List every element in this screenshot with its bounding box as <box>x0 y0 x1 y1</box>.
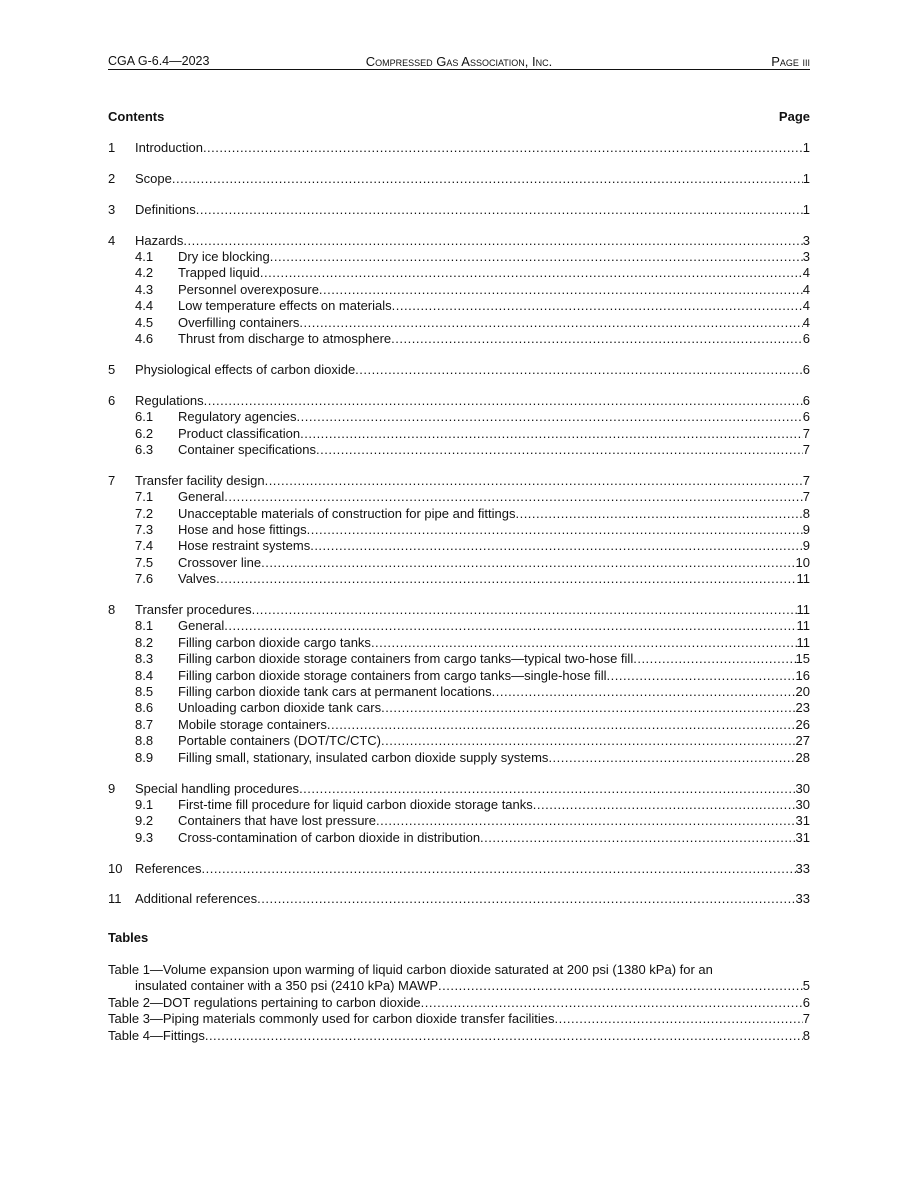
toc-subentry-title: General <box>178 489 225 505</box>
dot-leader <box>633 651 795 667</box>
toc-subentry[interactable] <box>108 282 810 298</box>
toc-entry-page: 1 <box>802 201 810 217</box>
table-entry-title-part1: Table 1—Volume expansion upon warming of liquid carbon dioxide saturated at 200 psi (1380 kPa) for an <box>108 962 713 977</box>
toc-subentry[interactable] <box>108 522 810 538</box>
toc-subentry-title: First-time fill procedure for liquid carbon dioxide storage tanks <box>178 796 533 812</box>
dot-leader <box>310 538 803 554</box>
toc-subentry-number: 4.6 <box>135 331 154 347</box>
toc-subentry-title: Crossover line <box>178 554 262 570</box>
toc-subentry-number: 8.5 <box>135 684 154 700</box>
toc-subentry-title: Personnel overexposure <box>178 281 319 297</box>
toc-subentry-page: 27 <box>795 733 810 749</box>
toc-subentry-title: Unloading carbon dioxide tank cars <box>178 700 382 716</box>
contents-heading <box>108 109 810 124</box>
header-doc-id: CGA G-6.4—2023 <box>108 54 210 68</box>
dot-leader <box>196 202 803 218</box>
toc-subentry[interactable] <box>108 315 810 331</box>
table-entry-page: 6 <box>802 994 810 1010</box>
toc-subentry[interactable] <box>108 813 810 829</box>
dot-leader <box>224 618 796 634</box>
dot-leader <box>376 813 796 829</box>
toc-section <box>108 171 810 187</box>
table-entry-page: 7 <box>802 1011 810 1027</box>
toc-entry-title: Transfer facility design <box>135 472 265 488</box>
dot-leader <box>265 473 803 489</box>
toc-subentry-title: Regulatory agencies <box>178 409 297 425</box>
table-entry-line[interactable] <box>108 962 810 978</box>
dot-leader <box>183 233 802 249</box>
dot-leader <box>480 830 795 846</box>
toc-subentry-number: 7.6 <box>135 571 154 587</box>
toc-entry[interactable] <box>108 140 810 156</box>
toc-subentry[interactable] <box>108 555 810 571</box>
toc-entry[interactable] <box>108 781 810 797</box>
toc-entry[interactable] <box>108 202 810 218</box>
toc-section <box>108 891 810 907</box>
toc-subentry-number: 7.5 <box>135 554 154 570</box>
toc-subentry-title: Unacceptable materials of construction for pipe and fittings <box>178 505 516 521</box>
dot-leader <box>533 797 796 813</box>
header-publisher: Compressed Gas Association, Inc. <box>365 54 553 69</box>
contents-title: Contents <box>108 109 165 124</box>
toc-entry-page: 7 <box>802 472 810 488</box>
page-column-label: Page <box>778 109 810 124</box>
toc-entry-number: 8 <box>108 602 116 618</box>
toc-subentry-number: 7.4 <box>135 538 154 554</box>
table-entry[interactable] <box>108 995 810 1011</box>
toc-entry-page: 6 <box>802 392 810 408</box>
dot-leader <box>205 1028 803 1044</box>
toc-subentry[interactable] <box>108 489 810 505</box>
dot-leader <box>224 489 803 505</box>
toc-entry-number: 5 <box>108 361 116 377</box>
toc-entry-number: 4 <box>108 232 116 248</box>
toc-subentry[interactable] <box>108 442 810 458</box>
toc-entry-title: Definitions <box>135 201 196 217</box>
toc-entry[interactable] <box>108 602 810 618</box>
dot-leader <box>381 733 796 749</box>
tables-heading: Tables <box>108 930 149 945</box>
toc-subentry-page: 31 <box>795 813 810 829</box>
toc-subentry-page: 10 <box>795 554 810 570</box>
toc-subentry-page: 4 <box>802 314 810 330</box>
toc-subentry-title: General <box>178 618 225 634</box>
dot-leader <box>327 717 796 733</box>
toc-subentry[interactable] <box>108 538 810 554</box>
toc-subentry-page: 3 <box>802 249 810 265</box>
toc-entry-title: Special handling procedures <box>135 780 300 796</box>
dot-leader <box>548 750 795 766</box>
toc-subentry-title: Cross-contamination of carbon dioxide in distribution <box>178 829 481 845</box>
toc-subentry[interactable] <box>108 618 810 634</box>
toc-entry-title: Introduction <box>135 140 203 155</box>
toc-subentry-page: 9 <box>802 538 810 554</box>
toc-subentry-page: 7 <box>802 489 810 505</box>
dot-leader <box>515 506 802 522</box>
toc-subentry-number: 8.2 <box>135 634 154 650</box>
toc-entry-number: 2 <box>108 170 116 186</box>
table-entry-title: Table 2—DOT regulations pertaining to carbon dioxide <box>108 994 421 1010</box>
toc-entry-title: Regulations <box>135 392 204 408</box>
toc-subentry[interactable] <box>108 409 810 425</box>
toc-subentry-number: 7.2 <box>135 505 154 521</box>
dot-leader <box>300 426 803 442</box>
toc-subentry-number: 6.1 <box>135 409 154 425</box>
dot-leader <box>421 995 803 1011</box>
toc-entry[interactable] <box>108 891 810 907</box>
toc-subentry-number: 4.2 <box>135 265 154 281</box>
toc-subentry-number: 9.1 <box>135 796 154 812</box>
toc-subentry[interactable] <box>108 651 810 667</box>
toc-entry-number: 7 <box>108 472 116 488</box>
toc-subentry-number: 8.7 <box>135 716 154 732</box>
toc-subentry-title: Valves <box>178 571 217 587</box>
dot-leader <box>355 362 803 378</box>
dot-leader <box>492 684 796 700</box>
table-entry-title: insulated container with a 350 psi (2410 kPa) MAWP <box>135 978 439 994</box>
toc-subentry-number: 6.3 <box>135 441 154 457</box>
toc-entry-page: 6 <box>802 361 810 377</box>
dot-leader <box>392 298 803 314</box>
toc-subentry[interactable] <box>108 668 810 684</box>
toc-subentry[interactable] <box>108 684 810 700</box>
table-entry[interactable] <box>108 1011 810 1027</box>
table-of-contents <box>108 140 810 922</box>
toc-subentry-page: 28 <box>795 749 810 765</box>
header-page-number: Page iii <box>771 54 810 69</box>
toc-entry[interactable] <box>108 861 810 877</box>
toc-subentry-page: 4 <box>802 281 810 297</box>
toc-subentry[interactable] <box>108 733 810 749</box>
toc-subentry-title: Filling carbon dioxide cargo tanks <box>178 634 371 650</box>
toc-subentry-title: Low temperature effects on materials <box>178 298 392 314</box>
toc-subentry-title: Mobile storage containers <box>178 716 327 732</box>
toc-subentry-page: 6 <box>802 409 810 425</box>
toc-subentry-title: Containers that have lost pressure <box>178 813 376 829</box>
toc-subentry-number: 4.1 <box>135 249 154 265</box>
toc-subentry[interactable] <box>108 298 810 314</box>
toc-subentry[interactable] <box>108 700 810 716</box>
toc-subentry-number: 4.4 <box>135 298 154 314</box>
dot-leader <box>438 978 803 994</box>
toc-subentry-title: Filling small, stationary, insulated carbon dioxide supply systems <box>178 749 549 765</box>
toc-subentry[interactable] <box>108 750 810 766</box>
dot-leader <box>216 571 796 587</box>
toc-subentry[interactable] <box>108 265 810 281</box>
toc-entry-title: Transfer procedures <box>135 602 252 618</box>
table-entry-title: Table 3—Piping materials commonly used for carbon dioxide transfer facilities <box>108 1011 555 1027</box>
toc-entry-page: 1 <box>802 170 810 186</box>
toc-subentry-page: 16 <box>795 667 810 683</box>
table-entry[interactable] <box>108 1028 810 1044</box>
dot-leader <box>203 140 803 156</box>
toc-entry-number: 11 <box>108 891 122 907</box>
toc-entry[interactable] <box>108 171 810 187</box>
toc-subentry-page: 7 <box>802 425 810 441</box>
page-header <box>108 54 810 72</box>
toc-entry-title: Additional references <box>135 891 258 907</box>
dot-leader <box>201 861 795 877</box>
toc-subentry-page: 26 <box>795 716 810 732</box>
table-entry-page: 8 <box>802 1027 810 1043</box>
toc-entry-number: 1 <box>108 140 116 155</box>
table-entry-title: Table 4—Fittings <box>108 1027 205 1043</box>
toc-subentry-page: 6 <box>802 331 810 347</box>
toc-subentry[interactable] <box>108 506 810 522</box>
toc-section <box>108 781 810 847</box>
dot-leader <box>316 442 803 458</box>
toc-subentry[interactable] <box>108 426 810 442</box>
toc-subentry-title: Overfilling containers <box>178 314 300 330</box>
toc-subentry-number: 7.3 <box>135 522 154 538</box>
toc-section <box>108 602 810 766</box>
toc-subentry[interactable] <box>108 331 810 347</box>
toc-subentry-number: 4.3 <box>135 281 154 297</box>
toc-subentry-number: 7.1 <box>135 489 154 505</box>
toc-subentry-title: Trapped liquid <box>178 265 260 281</box>
toc-subentry[interactable] <box>108 717 810 733</box>
toc-entry-title: References <box>135 860 202 876</box>
dot-leader <box>299 781 795 797</box>
toc-subentry-title: Container specifications <box>178 441 317 457</box>
dot-leader <box>555 1011 803 1027</box>
toc-subentry[interactable] <box>108 797 810 813</box>
toc-entry-title: Physiological effects of carbon dioxide <box>135 361 356 377</box>
toc-subentry-number: 9.2 <box>135 813 154 829</box>
toc-entry-title: Scope <box>135 170 172 186</box>
toc-entry[interactable] <box>108 233 810 249</box>
toc-subentry-number: 9.3 <box>135 829 154 845</box>
toc-section <box>108 202 810 218</box>
toc-entry-number: 10 <box>108 860 123 876</box>
toc-section <box>108 393 810 459</box>
toc-entry[interactable] <box>108 473 810 489</box>
toc-subentry-number: 4.5 <box>135 314 154 330</box>
toc-subentry-title: Product classification <box>178 425 301 441</box>
toc-entry-number: 6 <box>108 392 116 408</box>
toc-subentry[interactable] <box>108 635 810 651</box>
toc-subentry[interactable] <box>108 249 810 265</box>
toc-entry-page: 3 <box>802 232 810 248</box>
toc-subentry-page: 11 <box>796 618 810 634</box>
toc-subentry-title: Filling carbon dioxide tank cars at permanent locations <box>178 684 492 700</box>
dot-leader <box>607 668 796 684</box>
toc-subentry-title: Hose and hose fittings <box>178 522 307 538</box>
toc-entry-title: Hazards <box>135 232 184 248</box>
toc-section <box>108 140 810 156</box>
dot-leader <box>371 635 797 651</box>
toc-entry-page: 30 <box>795 780 810 796</box>
toc-subentry-page: 23 <box>795 700 810 716</box>
toc-subentry-title: Hose restraint systems <box>178 538 311 554</box>
toc-section <box>108 473 810 588</box>
toc-subentry-number: 8.6 <box>135 700 154 716</box>
toc-subentry-page: 9 <box>802 522 810 538</box>
toc-entry-page: 33 <box>795 860 810 876</box>
toc-subentry-number: 6.2 <box>135 425 154 441</box>
toc-section <box>108 861 810 877</box>
toc-subentry-page: 11 <box>796 634 810 650</box>
toc-subentry-number: 8.4 <box>135 667 154 683</box>
toc-subentry-page: 4 <box>802 298 810 314</box>
table-entry-page: 5 <box>802 978 810 994</box>
dot-leader <box>261 555 795 571</box>
toc-entry-number: 9 <box>108 780 116 796</box>
toc-entry-page: 11 <box>796 602 810 618</box>
toc-subentry[interactable] <box>108 830 810 846</box>
toc-entry-number: 3 <box>108 201 116 217</box>
toc-subentry-page: 30 <box>795 796 810 812</box>
toc-subentry-title: Filling carbon dioxide storage containers from cargo tanks—typical two-hose fill <box>178 651 634 667</box>
dot-leader <box>297 409 803 425</box>
toc-subentry-number: 8.8 <box>135 733 154 749</box>
toc-subentry-number: 8.1 <box>135 618 154 634</box>
toc-subentry-title: Filling carbon dioxide storage containers from cargo tanks—single-hose fill <box>178 667 607 683</box>
dot-leader <box>381 700 795 716</box>
dot-leader <box>204 393 803 409</box>
dot-leader <box>260 265 803 281</box>
toc-subentry-number: 8.9 <box>135 749 154 765</box>
dot-leader <box>252 602 797 618</box>
toc-subentry-title: Thrust from discharge to atmosphere <box>178 331 392 347</box>
dot-leader <box>299 315 802 331</box>
dot-leader <box>257 891 795 907</box>
toc-subentry-number: 8.3 <box>135 651 154 667</box>
toc-subentry-page: 4 <box>802 265 810 281</box>
toc-entry-page: 1 <box>802 140 810 155</box>
dot-leader <box>391 331 803 347</box>
toc-entry[interactable] <box>108 393 810 409</box>
table-entry[interactable] <box>108 978 810 994</box>
toc-section <box>108 362 810 378</box>
dot-leader <box>307 522 803 538</box>
toc-subentry[interactable] <box>108 571 810 587</box>
toc-subentry-page: 8 <box>802 505 810 521</box>
toc-subentry-page: 7 <box>802 441 810 457</box>
list-of-tables <box>108 962 810 1044</box>
toc-subentry-page: 20 <box>795 684 810 700</box>
toc-entry[interactable] <box>108 362 810 378</box>
header-rule <box>108 69 810 70</box>
dot-leader <box>319 282 803 298</box>
toc-subentry-title: Dry ice blocking <box>178 249 270 265</box>
dot-leader <box>270 249 803 265</box>
dot-leader <box>172 171 803 187</box>
toc-entry-page: 33 <box>795 891 810 907</box>
toc-subentry-page: 11 <box>796 571 810 587</box>
toc-subentry-page: 31 <box>795 829 810 845</box>
toc-subentry-page: 15 <box>795 651 810 667</box>
toc-section <box>108 233 810 348</box>
toc-subentry-title: Portable containers (DOT/TC/CTC) <box>178 733 381 749</box>
